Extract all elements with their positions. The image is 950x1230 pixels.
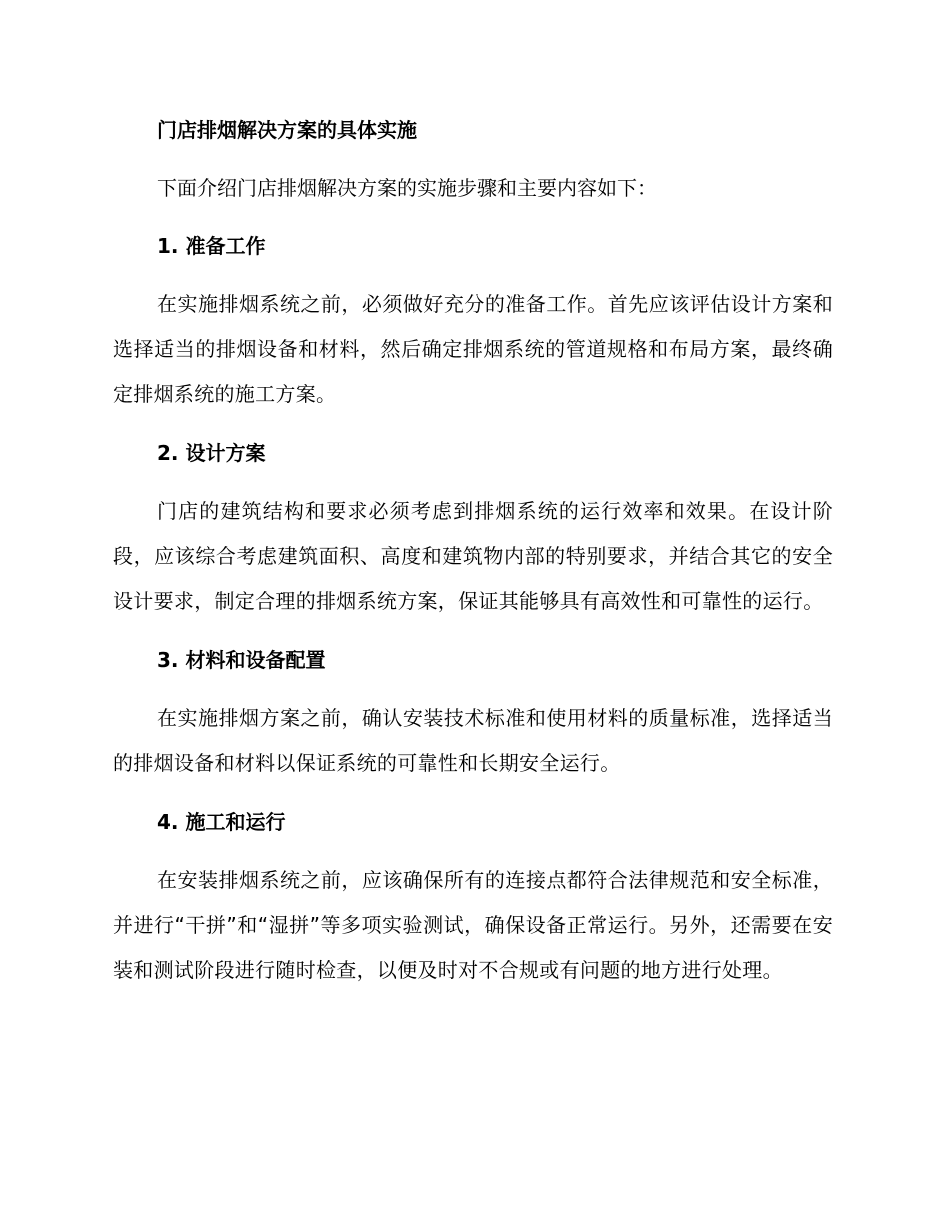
- document-title: 门店排烟解决方案的具体实施: [157, 118, 417, 142]
- section-body: 门店的建筑结构和要求必须考虑到排烟系统的运行效率和效果。在设计阶段，应该综合考虑建筑面积、高度和建筑物内部的特别要求，并结合其它的安全设计要求，制定合理的排烟系统方案，保证其能够具有高效性和可靠性的运行。: [113, 499, 833, 613]
- section-heading: 4. 施工和运行: [157, 810, 286, 834]
- section-body: 在实施排烟系统之前，必须做好充分的准备工作。首先应该评估设计方案和选择适当的排烟设备和材料，然后确定排烟系统的管道规格和布局方案，最终确定排烟系统的施工方案。: [113, 292, 833, 406]
- section-body: 在安装排烟系统之前，应该确保所有的连接点都符合法律规范和安全标准，并进行“干拼”和“湿拼”等多项实验测试，确保设备正常运行。另外，还需要在安装和测试阶段进行随时检查，以便及时对不合规或有问题的地方进行处理。: [113, 868, 833, 982]
- section-heading: 3. 材料和设备配置: [157, 648, 326, 672]
- section-design: [113, 431, 833, 624]
- document-page: [113, 108, 833, 993]
- intro-paragraph: 下面介绍门店排烟解决方案的实施步骤和主要内容如下：: [157, 176, 657, 200]
- section-construction: [113, 800, 833, 993]
- section-preparation: [113, 224, 833, 417]
- section-materials: [113, 638, 833, 786]
- section-heading: 2. 设计方案: [157, 441, 266, 465]
- section-heading: 1. 准备工作: [157, 234, 266, 258]
- section-body: 在实施排烟方案之前，确认安装技术标准和使用材料的质量标准，选择适当的排烟设备和材料以保证系统的可靠性和长期安全运行。: [113, 706, 833, 775]
